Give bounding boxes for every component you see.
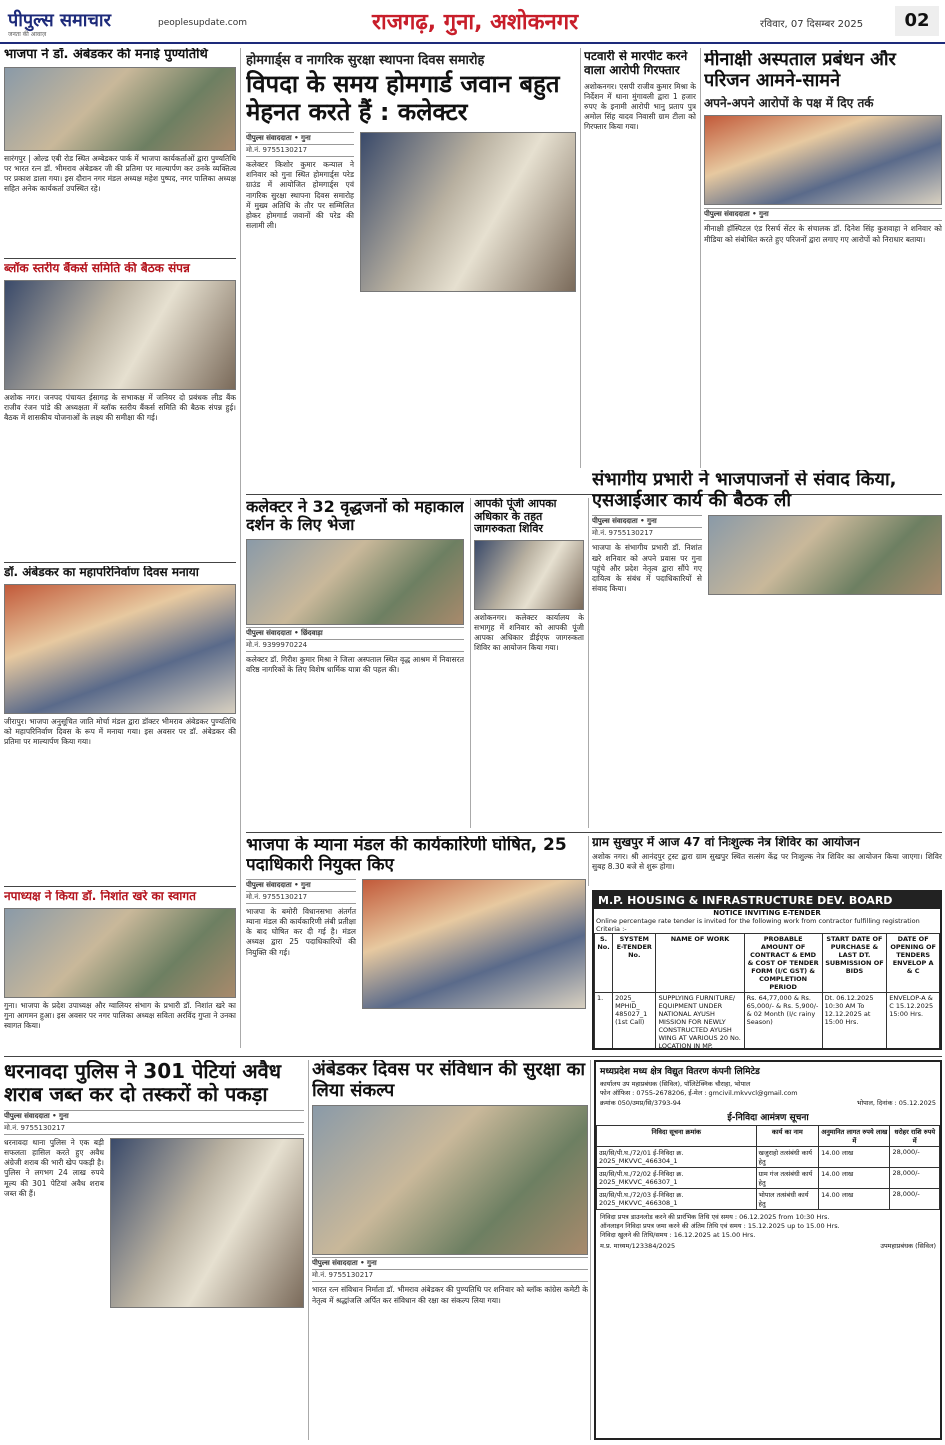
mobile-number: मो.नं. 9755130217 — [4, 1123, 304, 1135]
headline: भाजपा के म्याना मंडल की कार्यकारिणी घोषित, 25 पदाधिकारी नियुक्त किए — [246, 836, 567, 875]
article-body: मीनाक्षी हॉस्पिटल एंड रिसर्च सेंटर के संचालक डॉ. दिनेश सिंह कुशवाहा ने शनिवार को मीडिया को संबोधित करते हुए परिजनों द्वारा लगाए गए आरोपों को निराधार बताया। — [704, 224, 942, 244]
ad-date-line: निविदा प्रपत्र डाउनलोड करने की प्रारंभिक तिथि एवं समय : 06.12.2025 from 10:30 Hrs. — [600, 1213, 830, 1221]
article-body: अशोक नगर। जनपद पंचायत ईसागढ़ के सभाकक्ष में जनियर दो प्रबंधक लीड बैंक राजीव रंजन पांडे की अध्यक्षता में ब्लॉक स्तरीय बैंकर्स समिति की बैठक संपन्न हुई। बैठक में शासकीय योजनाओं के लक्ष्य की समीक्षा की गई। — [4, 392, 236, 423]
mobile-number: मो.नं. 9755130217 — [312, 1270, 588, 1282]
headline: कलेक्टर ने 32 वृद्धजनों को महाकाल दर्शन के लिए भेजा — [246, 498, 464, 535]
article-myana-mandal — [246, 836, 586, 1054]
article-photo — [110, 1138, 304, 1308]
article-body: भारत रत्न संविधान निर्माता डॉ. भीमराव अंबेडकर की पुण्यतिथि पर शनिवार को ब्लॉक कांग्रेस कमेटी के नेतृत्व में श्रद्धांजलि अर्पित कर संविधान की रक्षा का संकल्प लिया गया। — [312, 1285, 588, 1305]
byline: पीपुल्स संवाददाता • गुना — [246, 132, 354, 145]
byline: पीपुल्स संवाददाता • गुना — [4, 1110, 304, 1123]
ad-mpmkvvcl-tender — [594, 1060, 942, 1440]
mobile-number: मो.नं. 9755130217 — [592, 528, 702, 540]
article-photo — [708, 515, 942, 595]
article-sukhpur-eye-camp — [592, 836, 942, 886]
article-body: जीरापुर। भाजपा अनुसूचित जाति मोर्चा मंडल द्वारा डॉक्टर भीमराव अंबेडकर पुण्यतिथि को महापरिनिर्वाण दिवस के रूप में मनाया गया। इस अवसर पर डॉ. अंबेडकर की प्रतिमा पर माल्यार्पण किया गया। — [4, 716, 236, 747]
headline: ब्लॉक स्तरीय बैंकर्स समिति की बैठक संपन्न — [4, 262, 190, 275]
article-body: सारंगपुर | ओल्ड एबी रोड स्थित अम्बेडकर पार्क में भाजपा कार्यकर्ताओं द्वारा पुण्यतिथि पर भारत रत्न डॉ. भीमराव अंबेडकर जी की प्रतिमा पर माल्यार्पण कर उनके व्यक्तित्व पर प्रकाश डाला गया। इस दौरान नगर मंडल अध्यक्ष महेश पुष्पद, नगर पालिका अध्यक्ष सहित अनेक कार्यकर्ता उपस्थित रहे। — [4, 153, 236, 194]
article-photo — [360, 132, 576, 292]
mobile-number: मो.नं. 9755130217 — [246, 145, 354, 157]
headline: ग्राम सुखपुर में आज 47 वां निःशुल्क नेत्र शिविर का आयोजन — [592, 836, 860, 849]
article-sambhagiya-prabhari — [592, 470, 942, 830]
ad-date-line: ऑनलाइन निविदा प्रपत्र जमा करने की अंतिम तिथि एवं समय : 15.12.2025 up to 15.00 Hrs. — [600, 1222, 840, 1230]
headline: आपकी पूंजी आपका अधिकार के तहत जागरुकता शिविर — [474, 498, 557, 536]
article-photo — [362, 879, 586, 1009]
ad-date: भोपाल, दिनांक : 05.12.2025 — [856, 1099, 936, 1107]
ad-title: M.P. HOUSING & INFRASTRUCTURE DEV. BOARD — [594, 892, 940, 909]
ad-sub2: फोन ऑफिस : 0755-2678206, ई-मेल : gmcivil.mkvvcl@gmail.com — [600, 1089, 798, 1097]
edition-title: राजगढ़, गुना, अशोकनगर — [372, 10, 579, 35]
issue-date: रविवार, 07 दिसम्बर 2025 — [760, 19, 864, 30]
page-number: 02 — [895, 6, 939, 36]
article-body: अशोकनगर। कलेक्टर कार्यालय के सभागृह में शनिवार को आपकी पूंजी आपका अधिकार डीईएफ जागरुकता शिविर का आयोजन किया गया। — [474, 612, 584, 653]
article-body: गुना। भाजपा के प्रदेश उपाध्यक्ष और ग्वालियर संभाग के प्रभारी डॉ. निशांत खरे का गुना आगमन हुआ। इस अवसर पर नगर पालिका अध्यक्ष सविता अरविंद गुप्ता ने उनका स्वागत किया। — [4, 1000, 236, 1031]
byline: पीपुल्स संवाददाता • गुना — [312, 1257, 588, 1270]
article-photo — [4, 280, 236, 390]
headline: डॉ. अंबेडकर का महापरिनिर्वाण दिवस मनाया — [4, 566, 199, 579]
article-body: भाजपा के बमोरी विधानसभा अंतर्गत म्याना मंडल की कार्यकारिणी लंबी प्रतीक्षा के बाद घोषित कर दी गई है। मंडल अध्यक्ष द्वारा 25 पदाधिकारियों की नियुक्ति की गई। — [246, 907, 356, 957]
byline: पीपुल्स संवाददाता • गुना — [704, 208, 942, 221]
article-body: धरनावदा थाना पुलिस ने एक बड़ी सफलता हासिल करते हुए अवैध अंग्रेजी शराब की भारी खेप पकड़ी है। पुलिस ने लगभग 24 लाख रुपये मूल्य की 301 पेटियां अवैध शराब जब्त की हैं। — [4, 1138, 104, 1198]
tender-table: निविदा सूचना क्रमांक कार्य का नाम अनुमानित लागत रुपये लाख में धरोहर राशि रुपये में उप्र/सि/पी.घ./72/01 ई-निविदा क्र. 2025_MKVVC_466304_1 खजुराहो तत्संबंधी कार्य हेतु 14.00 लाख 28,000/- उप्र/सि/पी.घ./72/02 ई-निविदा क्र. 2025_MKVVC_466307_1 ग्राम गंज तत्संबंधी कार्य हेतु 14.00 लाख 28,000/- उप्र/सि/पी.घ./72/03 ई-निविदा क्र. 2025_MKVVC_466308_1 भोपाल तत्संबंधी कार्य हेतु 14.00 लाख 28,000/- — [596, 1125, 940, 1210]
masthead — [0, 0, 945, 44]
kicker: अपने-अपने आरोपों के पक्ष में दिए तर्क — [704, 96, 874, 111]
article-photo — [474, 540, 584, 610]
kicker: होमगार्ड्स व नागरिक सुरक्षा स्थापना दिवस समारोह — [246, 53, 485, 68]
ad-ref: क्रमांक 050/उमप्र/सि/3793-94 — [600, 1099, 681, 1107]
article-mahaparinirvan — [4, 566, 236, 886]
article-photo — [4, 67, 236, 151]
article-bankers-committee — [4, 262, 236, 562]
article-photo — [4, 584, 236, 714]
article-patwari-arrest — [584, 50, 696, 460]
headline: विपदा के समय होमगार्ड जवान बहुत मेहनत करते हैं : कलेक्टर — [246, 70, 560, 126]
newspaper-logo: पीपुल्स समाचार जनता की आवाज़ — [8, 10, 111, 38]
ad-sub1: कार्यालय उप महाप्रबंधक (सिविल), पॉलिटेक्निक चौराहा, भोपाल — [600, 1080, 751, 1088]
article-body: अशोकनगर। एसपी राजीव कुमार मिश्रा के निर्देशन में थाना मुंगावली द्वारा 1 हजार रुपए के इनामी आरोपी भानु प्रताप पुत्र अमोल सिंह यादव निवासी ग्राम टीला को गिरफ्तार किया गया। — [584, 81, 696, 132]
article-photo — [246, 539, 464, 625]
headline: धरनावदा पुलिस ने 301 पेटियां अवैध शराब जब्त कर दो तस्करों को पकड़ा — [4, 1060, 282, 1106]
article-photo — [312, 1105, 588, 1255]
article-dharnavada-police — [4, 1060, 304, 1440]
ad-heading: ई-निविदा आमंत्रण सूचना — [727, 1113, 809, 1123]
ad-title: मध्यप्रदेश मध्य क्षेत्र विद्युत वितरण कंपनी लिमिटेड — [600, 1067, 760, 1077]
article-mahakal-darshan — [246, 498, 464, 828]
article-body: भाजपा के संभागीय प्रभारी डॉ. निशांत खरे शनिवार को अपने प्रवास पर गुना पहुंचे और प्रदेश नेतृत्व द्वारा सौंपे गए दायित्व के संबंध में पदाधिकारियों से संवाद किया। — [592, 543, 702, 593]
article-meenakshi-hospital — [704, 50, 942, 470]
article-photo — [4, 908, 236, 998]
headline: मीनाक्षी अस्पताल प्रबंधन और परिजन आमने-सामने — [704, 50, 896, 91]
headline: संभागीय प्रभारी ने भाजपाजनों से संवाद किया, एसआईआर कार्य की बैठक ली — [592, 470, 897, 511]
ad-sign: उपमहाप्रबंधक (सिविल) — [880, 1242, 936, 1250]
headline: नपाध्यक्ष ने किया डॉ. निशांत खरे का स्वागत — [4, 890, 197, 903]
ad-intro: Online percentage rate tender is invited for the following work from contractor fulfilling registration Criteria :- — [596, 917, 920, 933]
mobile-number: मो.नं. 9755130217 — [246, 892, 356, 904]
website-url: peoplesupdate.com — [158, 18, 247, 28]
article-photo — [704, 115, 942, 205]
ad-date-line: निविदा खुलने की तिथि/समय : 16.12.2025 at 15.00 Hrs. — [600, 1231, 756, 1239]
headline: अंबेडकर दिवस पर संविधान की सुरक्षा का लिया संकल्प — [312, 1060, 586, 1101]
article-ambedkar-punyatithi — [4, 48, 236, 208]
ad-mp-housing-tender — [592, 890, 942, 1050]
byline: पीपुल्स संवाददाता • गुना — [246, 879, 356, 892]
article-samvidhan-sankalp — [312, 1060, 588, 1440]
headline: भाजपा ने डॉ. अंबेडकर की मनाई पुण्यतिथि — [4, 48, 208, 62]
article-nishant-khare-welcome — [4, 890, 236, 1050]
tender-table: S. No. SYSTEM E-TENDER No. NAME OF WORK PROBABLE AMOUNT OF CONTRACT & EMD & COST OF TENDER FORM (I/C GST) & COMPLETION PERIOD START DATE OF PURCHASE & LAST DT. SUBMISSION OF BIDS DATE OF OPENING OF TENDERS ENVELOP A & C 1. 2025_ MPHID_ 485027_1 (1st Call) SUPPLYING FURNITURE/ EQUIPMENT UNDER NATIONAL AYUSH MISSION FOR NEWLY CONSTRUCTED AYUSH WING AT VARIOUS 20 No. LOCATION IN MP. Rs. 64,77,000 & Rs. 65,000/- & Rs. 5,900/- & 02 Month (I/c rainy Season) Dt. 06.12.2025 10:30 AM To 12.12.2025 at 15:00 Hrs. ENVELOP-A & C 15.12.2025 15:00 Hrs. — [594, 933, 940, 1050]
article-aapki-poonji — [474, 498, 584, 828]
mobile-number: मो.नं. 9399970224 — [246, 640, 464, 652]
article-homeguard — [246, 50, 576, 490]
ad-subtitle: NOTICE INVITING E-TENDER — [713, 909, 821, 917]
article-body: कलेक्टर डॉ. गिरीश कुमार मिश्रा ने जिला अस्पताल स्थित वृद्ध आश्रम में निवासरत वरिष्ठ नागरिकों के लिए विशेष धार्मिक यात्रा की पहल की। — [246, 654, 464, 674]
article-body: कलेक्टर किशोर कुमार कन्याल ने शनिवार को गुना स्थित होमगार्ड्स परेड ग्राउंड में आयोजित होमगार्ड्स एवं नागरिक सुरक्षा स्थापना दिवस समारोह में मुख्य अतिथि के तौर पर सम्मिलित होकर होमगार्ड जवानों की परेड की सलामी ली। — [246, 160, 354, 230]
headline: पटवारी से मारपीट करने वाला आरोपी गिरफ्तार — [584, 50, 688, 77]
byline: पीपुल्स संवाददाता • गुना — [592, 515, 702, 528]
article-body: अशोक नगर। श्री आनंदपुर ट्रस्ट द्वारा ग्राम सुखपुर स्थित सत्संग केंद्र पर निःशुल्क नेत्र शिविर का आयोजन किया जाएगा। शिविर सुबह 8.30 बजे से शुरू होगा। — [592, 851, 942, 871]
ad-mref: म.प्र. माध्यम/123384/2025 — [600, 1242, 676, 1250]
byline: पीपुल्स संवाददाता • छिंदवाड़ा — [246, 627, 464, 640]
